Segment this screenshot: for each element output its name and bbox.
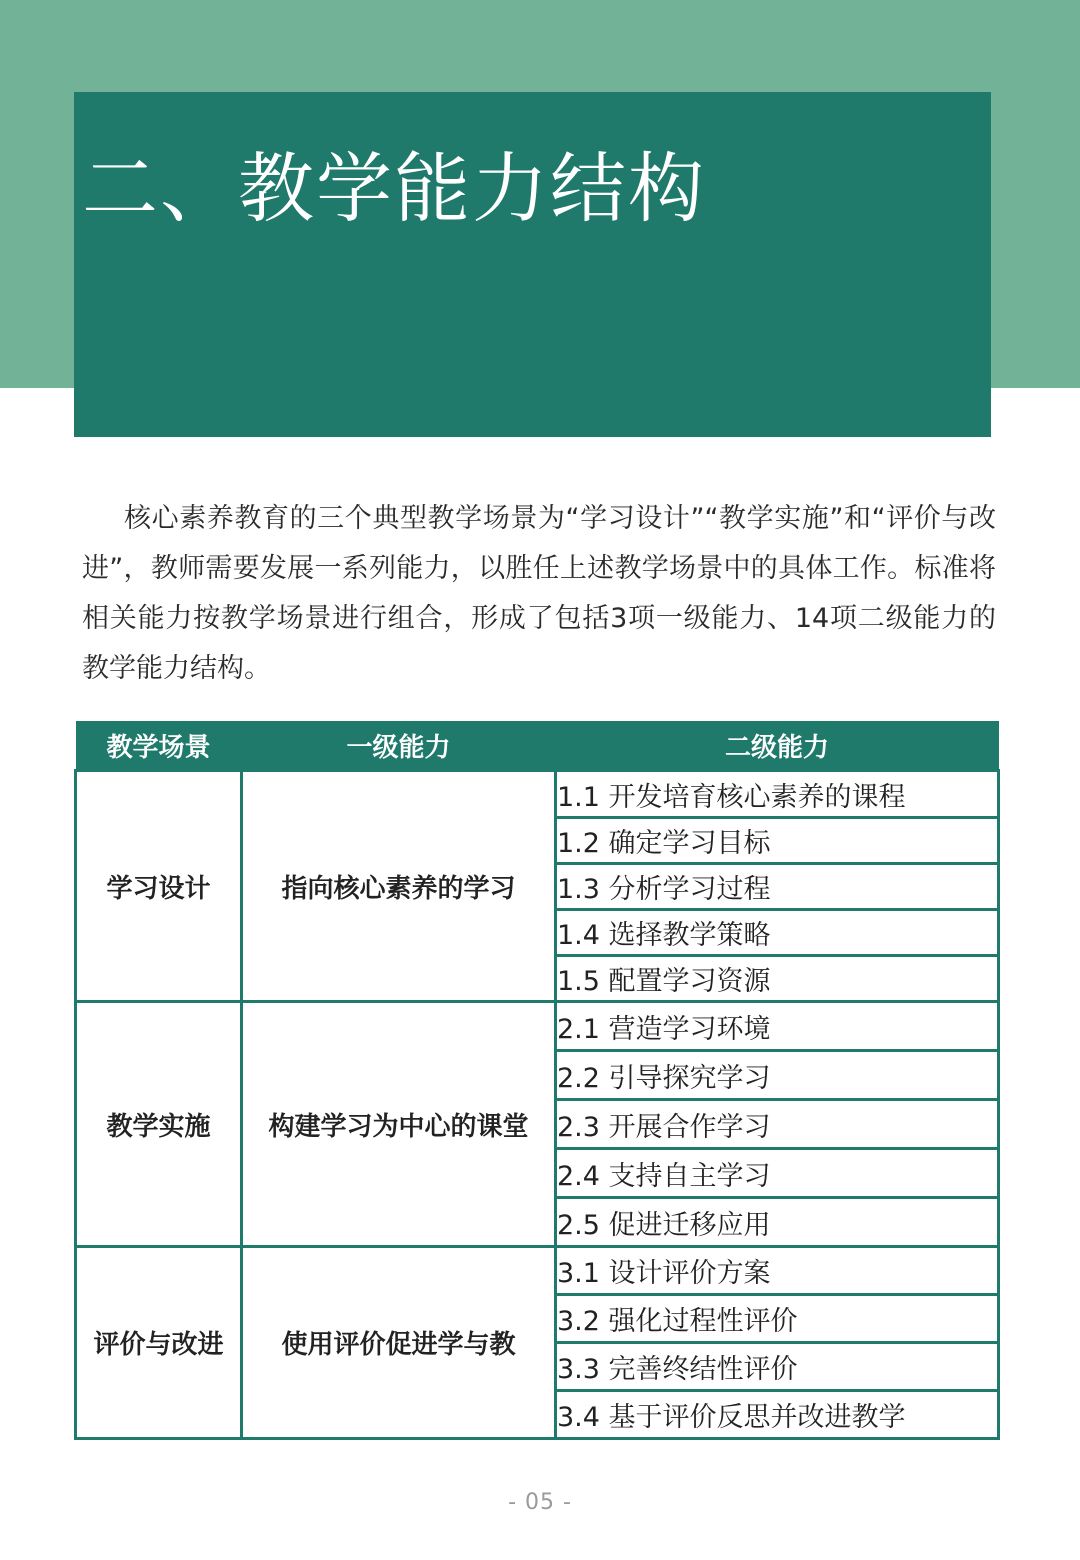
- level2-cell: 3.4 基于评价反思并改进教学: [556, 1391, 999, 1439]
- header-level2: 二级能力: [556, 721, 999, 771]
- level2-cell: 3.2 强化过程性评价: [556, 1295, 999, 1343]
- level2-cell: 1.2 确定学习目标: [556, 818, 999, 864]
- ability-structure-table: [74, 721, 1000, 1440]
- page-title: 二、教学能力结构: [82, 144, 706, 233]
- table-header-row: [76, 721, 999, 771]
- page-number: - 05 -: [508, 1490, 572, 1515]
- level1-cell: 指向核心素养的学习: [242, 771, 556, 1002]
- header-scene: 教学场景: [76, 721, 242, 771]
- level2-cell: 2.3 开展合作学习: [556, 1100, 999, 1149]
- level2-cell: 3.1 设计评价方案: [556, 1247, 999, 1295]
- level1-cell: 使用评价促进学与教: [242, 1247, 556, 1439]
- level2-cell: 2.1 营造学习环境: [556, 1002, 999, 1051]
- level2-cell: 1.4 选择教学策略: [556, 910, 999, 956]
- level1-cell: 构建学习为中心的课堂: [242, 1002, 556, 1247]
- table-row: [76, 771, 999, 818]
- table-row: [76, 1247, 999, 1295]
- level2-cell: 2.2 引导探究学习: [556, 1051, 999, 1100]
- scene-cell: 评价与改进: [76, 1247, 242, 1439]
- level2-cell: 3.3 完善终结性评价: [556, 1343, 999, 1391]
- header-level1: 一级能力: [242, 721, 556, 771]
- level2-cell: 2.4 支持自主学习: [556, 1149, 999, 1198]
- scene-cell: 教学实施: [76, 1002, 242, 1247]
- scene-cell: 学习设计: [76, 771, 242, 1002]
- level2-cell: 1.3 分析学习过程: [556, 864, 999, 910]
- table-row: [76, 1002, 999, 1051]
- level2-cell: 1.1 开发培育核心素养的课程: [556, 771, 999, 818]
- level2-cell: 2.5 促进迁移应用: [556, 1198, 999, 1247]
- level2-cell: 1.5 配置学习资源: [556, 956, 999, 1002]
- intro-paragraph: 核心素养教育的三个典型教学场景为“学习设计”“教学实施”和“评价与改进”，教师需要发展一系列能力，以胜任上述教学场景中的具体工作。标准将相关能力按教学场景进行组合，形成了包括3项一级能力、14项二级能力的教学能力结构。: [82, 503, 996, 684]
